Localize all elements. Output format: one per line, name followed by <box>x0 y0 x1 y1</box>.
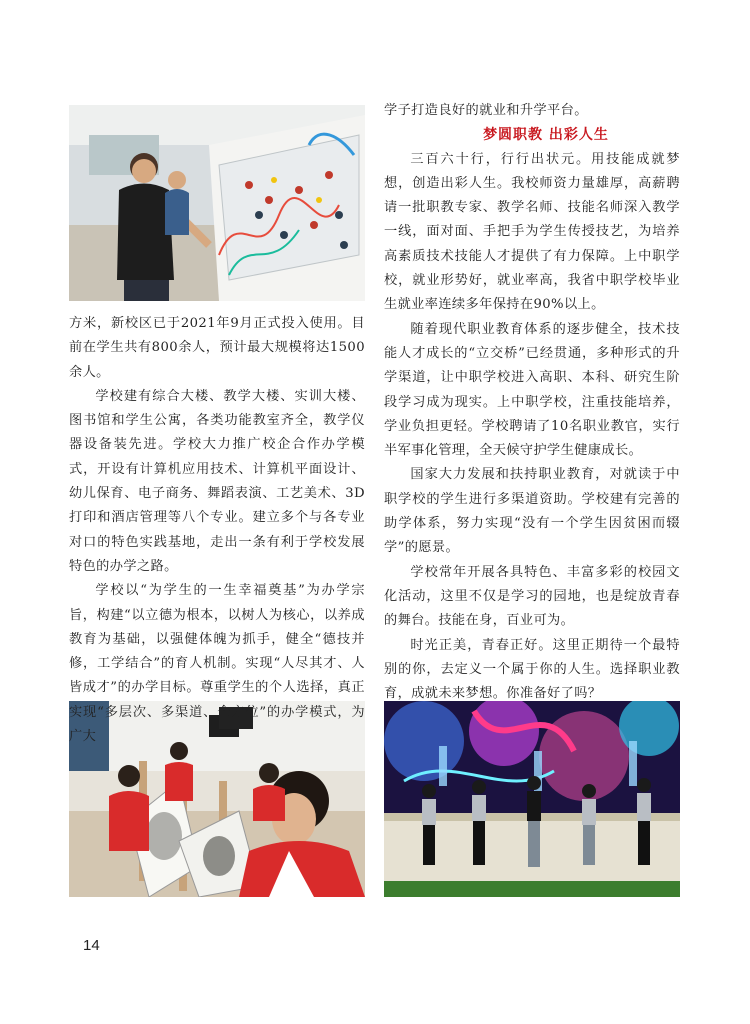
section-title: 梦圆职教 出彩人生 <box>483 127 609 144</box>
paragraph: 学校以“为学生的一生幸福奠基”为办学宗旨，构建“以立德为根本，以树人为核心，以养成教育为基础，以强健体魄为抓手，健全“德技并修，工学结合”的育人机制。实现“人尽其才、人皆成才”的办学目标。尊重学生的个人选择，真正实现“多层次、多渠道、全方位”的办学模式，为广大 <box>69 583 365 745</box>
photo-dance-performance <box>384 701 680 897</box>
paragraph: 学子打造良好的就业和升学平台。 <box>384 103 588 118</box>
paragraph: 时光正美，青春正好。这里正期待一个最特别的你，去定义一个属于你的人生。选择职业教育，成就未来梦想。你准备好了吗？ <box>384 637 680 702</box>
paragraph: 三百六十行，行行出状元。用技能成就梦想，创造出彩人生。我校师资力量雄厚，高薪聘请一批职教专家、教学名师、技能名师深入教学一线，面对面、手把手为学生传授技艺，为培养高素质技术技能人才提供了有力保障。上中职学校，就业形势好，就业率高，我省中职学校毕业生就业率连续多年保持在90%以上。 <box>384 151 680 313</box>
paragraph: 方米，新校区已于2021年9月正式投入使用。目前在学生共有800余人，预计最大规模将达1500余人。 <box>69 316 365 380</box>
paragraph: 学校建有综合大楼、教学大楼、实训大楼、图书馆和学生公寓，各类功能教室齐全，教学仪器设备装先进。学校大力推广校企合作办学模式，开设有计算机应用技术、计算机平面设计、幼儿保育、电子商务、舞蹈表演、工艺美术、3D打印和酒店管理等八个专业。建立多个与各专业对口的特色实践基地，走出一条有利于学校发展特色的办学之路。 <box>69 388 365 574</box>
page-number: 14 <box>83 937 100 954</box>
paragraph: 随着现代职业教育体系的逐步健全，技术技能人才成长的“立交桥”已经贯通，多种形式的升学渠道，让中职学校进入高职、本科、研究生阶段学习成为现实。上中职学校，注重技能培养，学业负担更轻。学校聘请了10名职业教官，实行半军事化管理，全天候守护学生健康成长。 <box>384 321 680 459</box>
photo-electrical-lab <box>69 105 365 301</box>
right-text-column <box>384 99 680 706</box>
paragraph: 学校常年开展各具特色、丰富多彩的校园文化活动，这里不仅是学习的园地，也是绽放青春的舞台。技能在身，百业可为。 <box>384 564 680 629</box>
paragraph: 国家大力发展和扶持职业教育，对就读于中职学校的学生进行多渠道资助。学校建有完善的助学体系，努力实现“没有一个学生因贫困而辍学”的愿景。 <box>384 467 680 556</box>
left-text-column <box>69 312 365 749</box>
